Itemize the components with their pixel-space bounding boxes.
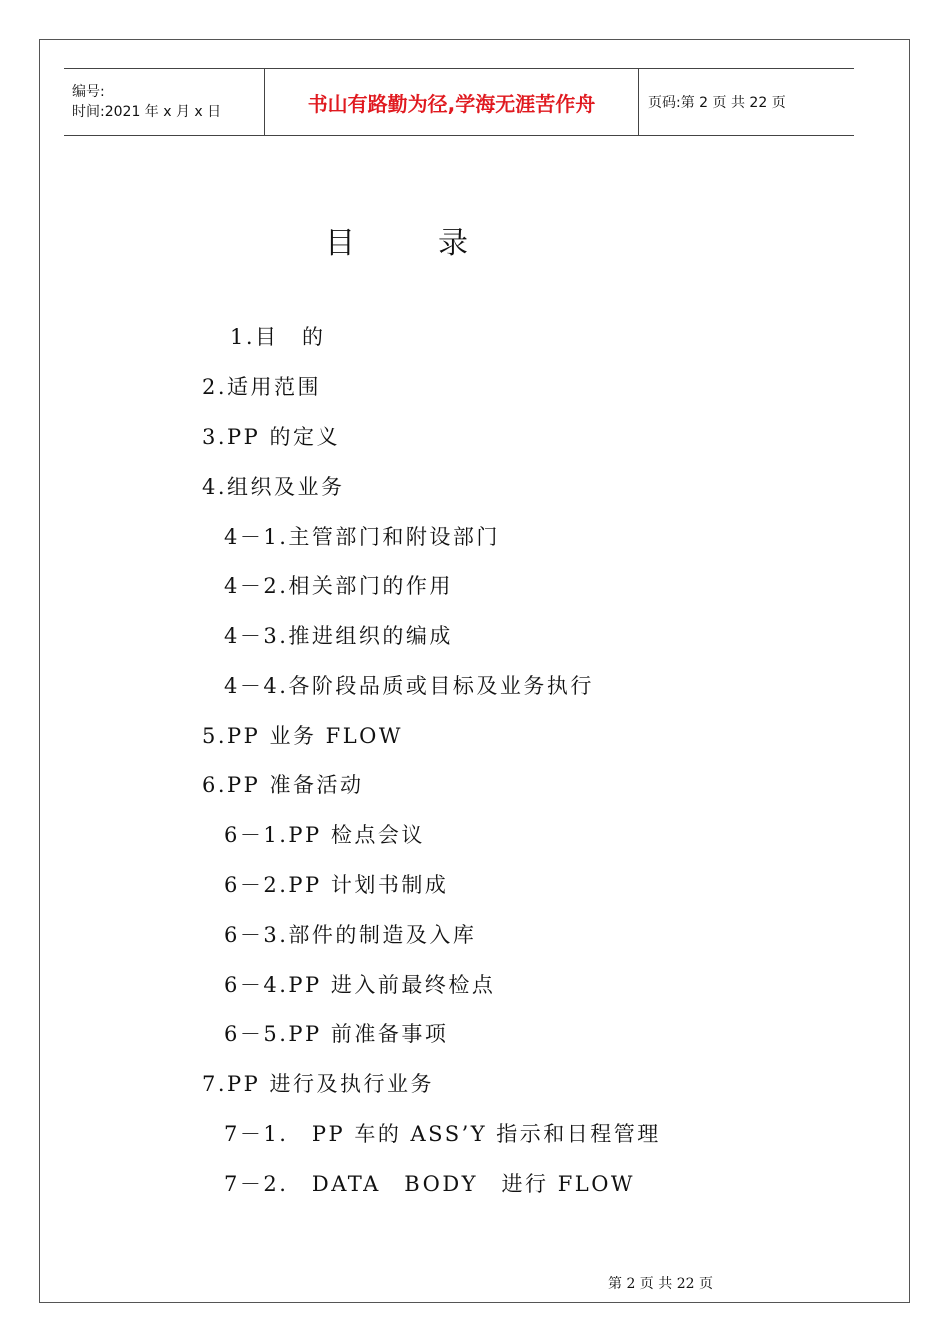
document-header	[64, 68, 854, 136]
number-label: 编号:	[72, 84, 105, 100]
toc-item[interactable]: 7－1. PP 车的 ASS’Y 指示和日程管理	[224, 1122, 661, 1146]
toc-item[interactable]: 4.组织及业务	[202, 475, 345, 499]
toc-item[interactable]: 4－4.各阶段品质或目标及业务执行	[224, 674, 594, 698]
toc-item[interactable]: 6－3.部件的制造及入库	[224, 923, 477, 947]
header-page-info: 页码:第 2 页 共 22 页	[648, 95, 786, 111]
toc-item[interactable]: 1.目 的	[230, 325, 326, 349]
toc-item[interactable]: 7.PP 进行及执行业务	[202, 1072, 434, 1096]
page-frame	[39, 39, 910, 1303]
toc-item[interactable]: 4－1.主管部门和附设部门	[224, 525, 500, 549]
toc-item[interactable]: 5.PP 业务 FLOW	[202, 724, 403, 748]
toc-item[interactable]: 6－2.PP 计划书制成	[224, 873, 449, 897]
toc-item[interactable]: 6－4.PP 进入前最终检点	[224, 973, 496, 997]
header-motto: 书山有路勤为径,学海无涯苦作舟	[265, 69, 639, 135]
page-footer	[0, 1257, 950, 1292]
title-char-1: 目	[325, 226, 357, 261]
footer-page-number: 第 2 页 共 22 页	[608, 1276, 713, 1292]
toc-item[interactable]: 4－3.推进组织的编成	[224, 624, 453, 648]
toc-item[interactable]: 7－2. DATA BODY 进行 FLOW	[224, 1172, 636, 1196]
toc-item[interactable]: 6.PP 准备活动	[202, 773, 364, 797]
toc-item[interactable]: 6－5.PP 前准备事项	[224, 1022, 449, 1046]
title-char-2: 录	[438, 226, 470, 261]
toc-item[interactable]: 4－2.相关部门的作用	[224, 574, 453, 598]
time-label: 时间:2021 年 x 月 x 日	[72, 104, 222, 120]
toc-item[interactable]: 3.PP 的定义	[202, 425, 340, 449]
toc-item[interactable]: 2.适用范围	[202, 375, 322, 399]
header-meta	[64, 69, 265, 135]
toc-item[interactable]: 6－1.PP 检点会议	[224, 823, 425, 847]
